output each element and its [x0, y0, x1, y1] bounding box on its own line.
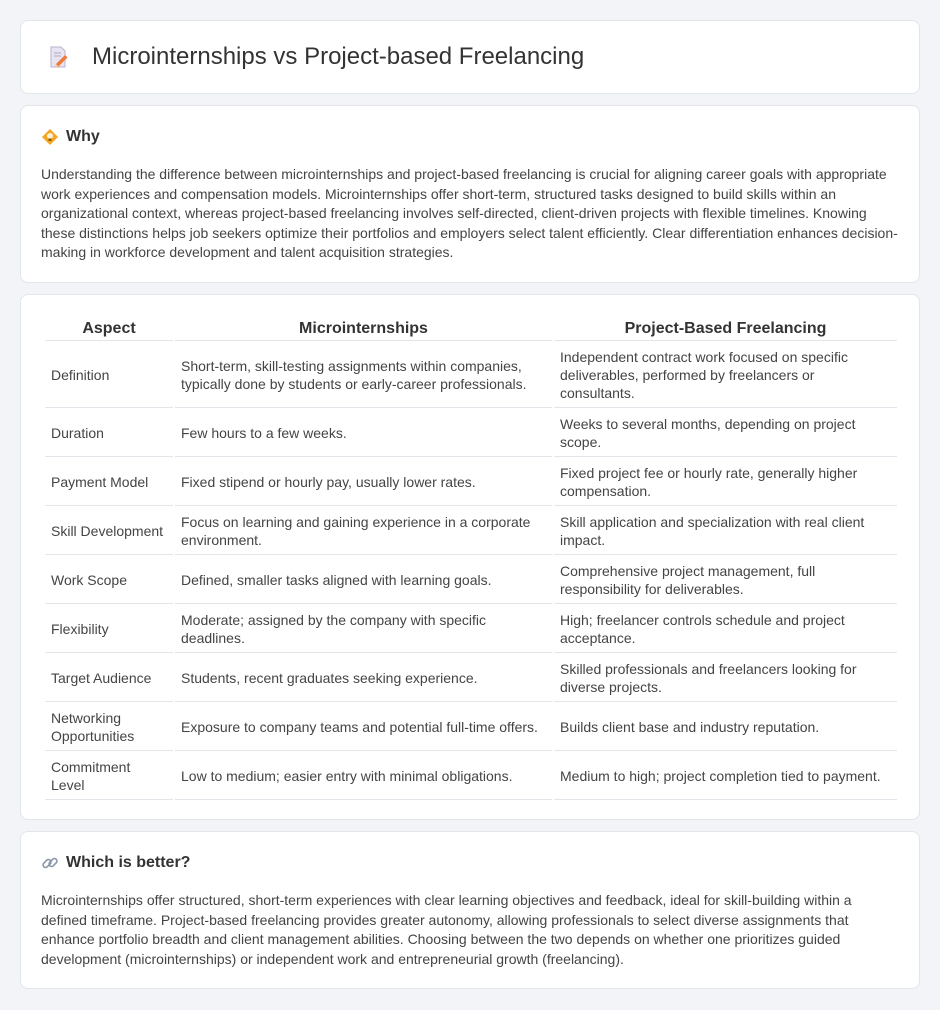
which-is-better-section	[20, 831, 920, 989]
freelancing-cell: Builds client base and industry reputation.	[554, 704, 897, 751]
aspect-cell: Work Scope	[45, 557, 173, 604]
why-text: Understanding the difference between microinternships and project-based freelancing is crucial for aligning career goals with appropriate work experiences and compensation models. Microinternships offer short-term, structured tasks designed to build skills within an organizational context, whereas project-based freelancing involves self-directed, client-driven projects with flexible timelines. Knowing these distinctions helps job seekers optimize their portfolios and employers select talent efficiently. Clear differentiation enhances decision-making in workforce development and talent acquisition strategies.	[41, 166, 898, 260]
header-card	[20, 20, 920, 94]
microinternship-cell: Defined, smaller tasks aligned with learning goals.	[175, 557, 552, 604]
table-row	[45, 557, 897, 604]
table-row	[45, 343, 897, 408]
microinternship-cell: Moderate; assigned by the company with specific deadlines.	[175, 606, 552, 653]
table-row	[45, 459, 897, 506]
freelancing-cell: Skilled professionals and freelancers looking for diverse projects.	[554, 655, 897, 702]
better-heading	[41, 854, 899, 872]
aspect-cell: Duration	[45, 410, 173, 457]
aspect-cell: Flexibility	[45, 606, 173, 653]
table-header-row	[45, 317, 897, 341]
microinternship-cell: Focus on learning and gaining experience in a corporate environment.	[175, 508, 552, 555]
aspect-cell: Commitment Level	[45, 753, 173, 800]
freelancing-cell: Weeks to several months, depending on project scope.	[554, 410, 897, 457]
table-row	[45, 508, 897, 555]
freelancing-cell: High; freelancer controls schedule and project acceptance.	[554, 606, 897, 653]
column-header-freelancing: Project-Based Freelancing	[554, 317, 897, 341]
aspect-cell: Target Audience	[45, 655, 173, 702]
microinternship-cell: Few hours to a few weeks.	[175, 410, 552, 457]
aspect-cell: Networking Opportunities	[45, 704, 173, 751]
table-row	[45, 704, 897, 751]
microinternship-cell: Short-term, skill-testing assignments within companies, typically done by students or early-career professionals.	[175, 343, 552, 408]
microinternship-cell: Low to medium; easier entry with minimal obligations.	[175, 753, 552, 800]
why-heading	[41, 128, 899, 146]
microinternship-cell: Exposure to company teams and potential full-time offers.	[175, 704, 552, 751]
comparison-table	[43, 315, 899, 802]
table-row	[45, 753, 897, 800]
freelancing-cell: Fixed project fee or hourly rate, generally higher compensation.	[554, 459, 897, 506]
aspect-cell: Payment Model	[45, 459, 173, 506]
link-icon	[41, 854, 59, 872]
aspect-cell: Definition	[45, 343, 173, 408]
document-pencil-icon	[46, 45, 70, 69]
column-header-microinternships: Microinternships	[175, 317, 552, 341]
aspect-cell: Skill Development	[45, 508, 173, 555]
better-text: Microinternships offer structured, short-term experiences with clear learning objectives and feedback, ideal for skill-building within a defined timeframe. Project-based freelancing provides greater autonomy, allowing professionals to select diverse assignments that enhance portfolio breadth and client management abilities. Choosing between the two depends on whether one prioritizes guided development (microinternships) or independent work and entrepreneurial growth (freelancing).	[41, 892, 852, 967]
freelancing-cell: Comprehensive project management, full responsibility for deliverables.	[554, 557, 897, 604]
freelancing-cell: Skill application and specialization with real client impact.	[554, 508, 897, 555]
table-row	[45, 410, 897, 457]
better-heading-label: Which is better?	[66, 854, 191, 871]
column-header-aspect: Aspect	[45, 317, 173, 341]
freelancing-cell: Independent contract work focused on specific deliverables, performed by freelancers or consultants.	[554, 343, 897, 408]
why-section	[20, 105, 920, 283]
table-row	[45, 606, 897, 653]
why-heading-label: Why	[66, 128, 100, 145]
freelancing-cell: Medium to high; project completion tied to payment.	[554, 753, 897, 800]
table-row	[45, 655, 897, 702]
comparison-table-card	[20, 294, 920, 820]
page-title: Microinternships vs Project-based Freelancing	[92, 43, 585, 70]
microinternship-cell: Fixed stipend or hourly pay, usually lower rates.	[175, 459, 552, 506]
microinternship-cell: Students, recent graduates seeking experience.	[175, 655, 552, 702]
bulb-icon	[41, 128, 59, 146]
